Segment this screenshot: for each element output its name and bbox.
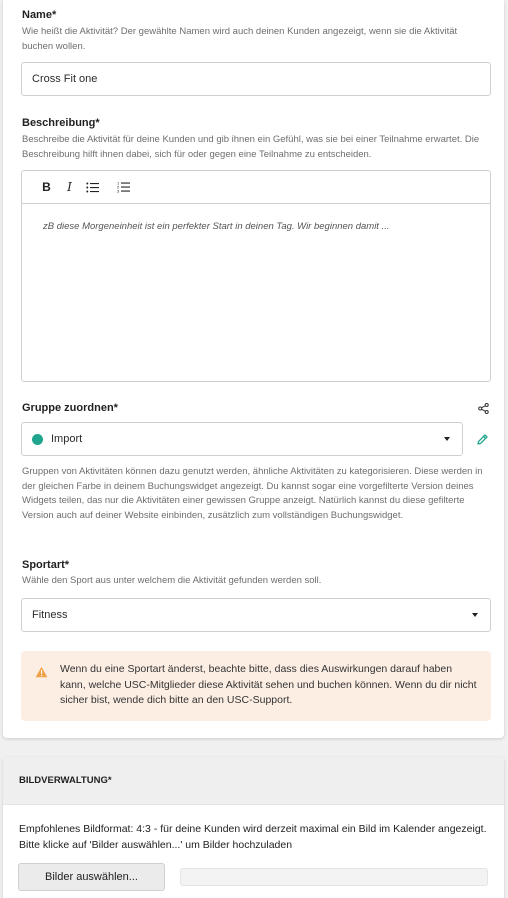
image-management-card xyxy=(3,757,504,898)
group-select[interactable] xyxy=(21,422,463,456)
bold-button[interactable]: B xyxy=(42,180,51,194)
upload-progress-bar xyxy=(180,868,488,886)
description-help-text: Beschreibe die Aktivität für deine Kunden und gib ihnen ein Gefühl, was sie bei einer Teilnahme erwartet. Die Beschreibung hilft ihnen dabei, sich für oder gegen eine Teilnahme zu entscheiden. xyxy=(22,134,480,160)
sport-warning-alert xyxy=(21,651,491,721)
group-help-text: Gruppen von Aktivitäten können dazu genutzt werden, ähnliche Aktivitäten zu kategorisieren. Diese werden in der gleichen Farbe in deinem Buchungswidget angezeigt. Du kannst sogar eine vorgefilterte Version deines Widgets teilen, das nur die Aktivitäten einer gewissen Gruppe anzeigt. Natürlich kannst du diese gefilterte Version auch auf deiner Website einbinden, zusätzlich zum vollständigen Buchungswidget. xyxy=(22,466,483,521)
warning-icon xyxy=(35,665,48,683)
share-icon[interactable] xyxy=(476,401,490,415)
italic-button[interactable]: I xyxy=(67,180,72,194)
warning-text: Wenn du eine Sportart änderst, beachte bitte, dass dies Auswirkungen darauf haben kann, welche USC-Mitglieder diese Aktivität sehen und buchen können. Wenn du dir nicht sicher bist, wende dich bitte an den USC-Support. xyxy=(60,663,477,707)
sport-label: Sportart* xyxy=(22,559,70,571)
group-select-value: Import xyxy=(51,433,83,445)
select-images-button[interactable]: Bilder auswählen... xyxy=(18,863,165,891)
svg-text:2: 2 xyxy=(117,184,120,190)
image-format-info: Empfohlenes Bildformat: 4:3 - für deine Kunden wird derzeit maximal ein Bild im Kalender angezeigt. Bitte klicke auf 'Bilder auswählen...' um Bilder hochzuladen xyxy=(19,823,487,851)
group-color-dot xyxy=(32,434,43,445)
ordered-list-icon[interactable] xyxy=(113,177,134,197)
name-label: Name* xyxy=(22,9,57,21)
editor-toolbar xyxy=(22,171,490,204)
editor-placeholder: zB diese Morgeneinheit ist ein perfekter Start in deinen Tag. Wir beginnen damit ... xyxy=(43,221,390,232)
description-label: Beschreibung* xyxy=(22,117,100,129)
sport-select-value: Fitness xyxy=(32,609,68,621)
activity-form-card xyxy=(3,0,504,738)
chevron-down-icon xyxy=(444,437,450,441)
chevron-down-icon xyxy=(472,613,478,617)
svg-text:3: 3 xyxy=(117,188,120,193)
sport-help-text: Wähle den Sport aus unter welchem die Aktivität gefunden werden soll. xyxy=(22,575,322,586)
name-input[interactable]: Cross Fit one xyxy=(21,62,491,96)
group-label: Gruppe zuordnen* xyxy=(22,402,118,414)
description-editor[interactable] xyxy=(21,170,491,382)
pencil-icon[interactable] xyxy=(474,431,490,447)
sport-select[interactable] xyxy=(21,598,491,632)
svg-text:1: 1 xyxy=(117,181,120,186)
image-section-title: BILDVERWALTUNG* xyxy=(3,757,504,805)
bullet-list-icon[interactable] xyxy=(82,177,103,197)
name-help-text: Wie heißt die Aktivität? Der gewählte Namen wird auch deinen Kunden angezeigt, wenn sie die Aktivität buchen wollen. xyxy=(22,26,458,52)
